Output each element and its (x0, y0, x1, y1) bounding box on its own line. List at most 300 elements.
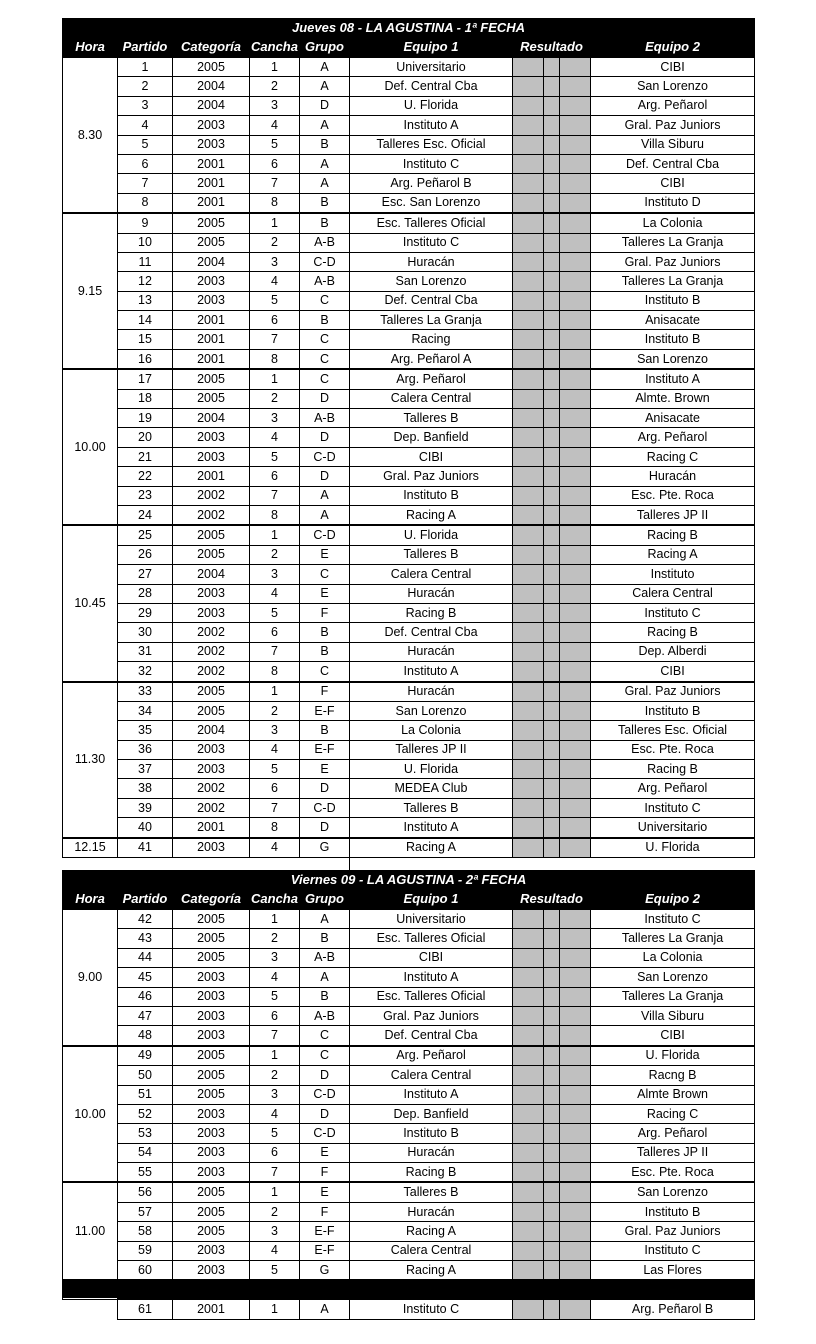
result-score-2-cell[interactable] (560, 1046, 591, 1066)
result-score-1-cell[interactable] (513, 389, 544, 408)
partido-cell: 34 (118, 701, 173, 720)
result-score-1-cell[interactable] (513, 486, 544, 505)
result-separator-cell (544, 311, 560, 330)
cancha-cell: 5 (250, 1124, 300, 1143)
result-score-1-cell[interactable] (513, 1143, 544, 1162)
result-score-2-cell[interactable] (560, 77, 591, 96)
result-score-2-cell[interactable] (560, 409, 591, 428)
result-score-2-cell[interactable] (560, 642, 591, 661)
result-score-1-cell[interactable] (513, 968, 544, 987)
equipo1-cell: San Lorenzo (350, 701, 513, 720)
result-separator-cell (544, 1046, 560, 1066)
match-row (63, 389, 755, 408)
result-score-2-cell[interactable] (560, 760, 591, 779)
equipo2-cell: Instituto B (591, 330, 755, 349)
grupo-cell: C-D (300, 252, 350, 271)
categoria-cell: 2003 (173, 1026, 250, 1046)
grupo-cell: A (300, 1299, 350, 1319)
result-score-1-cell[interactable] (513, 987, 544, 1006)
result-separator-cell (544, 909, 560, 929)
result-score-2-cell[interactable] (560, 1026, 591, 1046)
categoria-cell: 2003 (173, 987, 250, 1006)
result-score-1-cell[interactable] (513, 1104, 544, 1123)
cancha-cell: 4 (250, 740, 300, 759)
result-separator-cell (544, 252, 560, 271)
grupo-cell: A-B (300, 409, 350, 428)
result-score-2-cell[interactable] (560, 968, 591, 987)
result-separator-cell (544, 701, 560, 720)
result-score-1-cell[interactable] (513, 428, 544, 447)
equipo2-cell: Villa Siburu (591, 1006, 755, 1025)
cancha-cell: 1 (250, 909, 300, 929)
hora-cell: 8.30 (63, 57, 118, 213)
result-score-1-cell[interactable] (513, 1163, 544, 1183)
categoria-cell: 2005 (173, 682, 250, 702)
equipo2-cell: San Lorenzo (591, 349, 755, 369)
result-separator-cell (544, 1026, 560, 1046)
result-score-2-cell[interactable] (560, 1182, 591, 1202)
result-score-1-cell[interactable] (513, 1222, 544, 1241)
equipo1-cell: Def. Central Cba (350, 1026, 513, 1046)
result-score-1-cell[interactable] (513, 252, 544, 271)
match-row (63, 662, 755, 682)
grupo-cell: F (300, 1202, 350, 1221)
partido-cell: 59 (118, 1241, 173, 1260)
result-score-2-cell[interactable] (560, 272, 591, 291)
match-row (63, 1066, 755, 1085)
result-score-1-cell[interactable] (513, 525, 544, 545)
cancha-cell: 2 (250, 1066, 300, 1085)
result-separator-cell (544, 1182, 560, 1202)
equipo2-cell: Instituto B (591, 1202, 755, 1221)
result-score-1-cell[interactable] (513, 662, 544, 682)
equipo1-cell: Def. Central Cba (350, 291, 513, 310)
result-score-2-cell[interactable] (560, 311, 591, 330)
column-header-categoria: Categoría (173, 37, 250, 58)
categoria-cell: 2002 (173, 505, 250, 525)
result-score-1-cell[interactable] (513, 929, 544, 948)
cancha-cell: 4 (250, 1241, 300, 1260)
partido-cell: 17 (118, 369, 173, 389)
result-score-1-cell[interactable] (513, 1046, 544, 1066)
result-score-2-cell[interactable] (560, 1163, 591, 1183)
partido-cell: 26 (118, 545, 173, 564)
result-score-2-cell[interactable] (560, 135, 591, 154)
result-score-2-cell[interactable] (560, 818, 591, 838)
result-score-1-cell[interactable] (513, 603, 544, 622)
result-score-1-cell[interactable] (513, 948, 544, 967)
result-score-2-cell[interactable] (560, 701, 591, 720)
result-score-2-cell[interactable] (560, 662, 591, 682)
cancha-cell: 3 (250, 252, 300, 271)
partido-cell: 46 (118, 987, 173, 1006)
result-score-1-cell[interactable] (513, 779, 544, 798)
result-separator-cell (544, 682, 560, 702)
grupo-cell: C (300, 369, 350, 389)
equipo1-cell: Talleres B (350, 1182, 513, 1202)
match-row (63, 779, 755, 798)
result-separator-cell (544, 213, 560, 233)
result-score-1-cell[interactable] (513, 77, 544, 96)
partido-cell: 3 (118, 96, 173, 115)
partido-cell: 13 (118, 291, 173, 310)
result-score-2-cell[interactable] (560, 798, 591, 817)
result-score-1-cell[interactable] (513, 1124, 544, 1143)
result-score-2-cell[interactable] (560, 603, 591, 622)
result-score-1-cell[interactable] (513, 1066, 544, 1085)
result-separator-cell (544, 968, 560, 987)
grupo-cell: E-F (300, 1241, 350, 1260)
match-row (63, 584, 755, 603)
result-separator-cell (544, 291, 560, 310)
match-row (63, 740, 755, 759)
column-header-equipo1: Equipo 1 (350, 37, 513, 58)
equipo1-cell: CIBI (350, 948, 513, 967)
equipo1-cell: Arg. Peñarol A (350, 349, 513, 369)
categoria-cell: 2005 (173, 545, 250, 564)
result-score-1-cell[interactable] (513, 838, 544, 858)
result-score-2-cell[interactable] (560, 57, 591, 77)
result-score-1-cell[interactable] (513, 311, 544, 330)
result-score-2-cell[interactable] (560, 1143, 591, 1162)
match-row (63, 1143, 755, 1162)
result-score-2-cell[interactable] (560, 233, 591, 252)
hora-cell: 9.15 (63, 213, 118, 369)
partido-cell: 14 (118, 311, 173, 330)
equipo2-cell: Dep. Alberdi (591, 642, 755, 661)
hora-cell: 9.00 (63, 909, 118, 1046)
equipo1-cell: Calera Central (350, 565, 513, 584)
categoria-cell: 2003 (173, 291, 250, 310)
result-score-2-cell[interactable] (560, 779, 591, 798)
partido-cell: 55 (118, 1163, 173, 1183)
cancha-cell: 6 (250, 154, 300, 173)
result-score-1-cell[interactable] (513, 291, 544, 310)
result-score-2-cell[interactable] (560, 428, 591, 447)
result-score-2-cell[interactable] (560, 1241, 591, 1260)
match-row (63, 1085, 755, 1104)
partido-cell: 12 (118, 272, 173, 291)
column-header-partido: Partido (118, 37, 173, 58)
result-score-1-cell[interactable] (513, 174, 544, 193)
result-score-1-cell[interactable] (513, 57, 544, 77)
equipo2-cell: La Colonia (591, 213, 755, 233)
result-score-1-cell[interactable] (513, 116, 544, 135)
result-score-2-cell[interactable] (560, 1006, 591, 1025)
result-score-1-cell[interactable] (513, 447, 544, 466)
result-score-2-cell[interactable] (560, 467, 591, 486)
grupo-cell: F (300, 1163, 350, 1183)
categoria-cell: 2001 (173, 154, 250, 173)
grupo-cell: B (300, 929, 350, 948)
equipo2-cell: Instituto C (591, 798, 755, 817)
result-score-2-cell[interactable] (560, 486, 591, 505)
partido-cell: 20 (118, 428, 173, 447)
result-score-2-cell[interactable] (560, 929, 591, 948)
result-score-1-cell[interactable] (513, 193, 544, 213)
result-score-2-cell[interactable] (560, 740, 591, 759)
result-score-2-cell[interactable] (560, 1261, 591, 1280)
categoria-cell: 2005 (173, 57, 250, 77)
equipo2-cell: Instituto B (591, 701, 755, 720)
result-score-2-cell[interactable] (560, 987, 591, 1006)
result-score-1-cell[interactable] (513, 798, 544, 817)
column-header-grupo: Grupo (300, 889, 350, 910)
partido-cell: 5 (118, 135, 173, 154)
grupo-cell: E (300, 545, 350, 564)
grupo-cell: C (300, 291, 350, 310)
match-row (63, 798, 755, 817)
result-score-1-cell[interactable] (513, 135, 544, 154)
result-score-2-cell[interactable] (560, 565, 591, 584)
result-score-1-cell[interactable] (513, 1006, 544, 1025)
partido-cell: 29 (118, 603, 173, 622)
result-score-2-cell[interactable] (560, 96, 591, 115)
result-separator-cell (544, 77, 560, 96)
categoria-cell: 2003 (173, 838, 250, 858)
result-score-1-cell[interactable] (513, 1241, 544, 1260)
result-score-1-cell[interactable] (513, 369, 544, 389)
result-separator-cell (544, 1241, 560, 1260)
categoria-cell: 2005 (173, 389, 250, 408)
cancha-cell: 3 (250, 96, 300, 115)
match-row (63, 642, 755, 661)
categoria-cell: 2003 (173, 1163, 250, 1183)
categoria-cell: 2001 (173, 193, 250, 213)
result-score-2-cell[interactable] (560, 584, 591, 603)
grupo-cell: A-B (300, 1006, 350, 1025)
result-score-2-cell[interactable] (560, 682, 591, 702)
categoria-cell: 2005 (173, 1202, 250, 1221)
equipo2-cell: Instituto C (591, 909, 755, 929)
title-row (63, 19, 755, 37)
result-score-1-cell[interactable] (513, 1026, 544, 1046)
result-score-2-cell[interactable] (560, 525, 591, 545)
result-score-2-cell[interactable] (560, 1124, 591, 1143)
result-score-2-cell[interactable] (560, 213, 591, 233)
result-score-2-cell[interactable] (560, 545, 591, 564)
grupo-cell: B (300, 642, 350, 661)
result-score-1-cell[interactable] (513, 642, 544, 661)
result-score-2-cell[interactable] (560, 193, 591, 213)
result-separator-cell (544, 545, 560, 564)
result-score-1-cell[interactable] (513, 233, 544, 252)
result-score-1-cell[interactable] (513, 330, 544, 349)
result-score-1-cell[interactable] (513, 213, 544, 233)
result-score-1-cell[interactable] (513, 272, 544, 291)
grupo-cell: C (300, 1026, 350, 1046)
grupo-cell: D (300, 779, 350, 798)
equipo1-cell: Instituto B (350, 486, 513, 505)
equipo2-cell: Gral. Paz Juniors (591, 682, 755, 702)
categoria-cell: 2004 (173, 565, 250, 584)
cancha-cell: 4 (250, 428, 300, 447)
match-row (63, 1026, 755, 1046)
equipo2-cell: Las Flores (591, 1261, 755, 1280)
match-row (63, 929, 755, 948)
result-separator-cell (544, 1006, 560, 1025)
result-score-2-cell[interactable] (560, 447, 591, 466)
result-score-1-cell[interactable] (513, 682, 544, 702)
equipo1-cell: Def. Central Cba (350, 623, 513, 642)
result-score-1-cell[interactable] (513, 909, 544, 929)
result-score-2-cell[interactable] (560, 1066, 591, 1085)
grupo-cell: D (300, 96, 350, 115)
equipo2-cell: Racing B (591, 760, 755, 779)
result-score-1-cell[interactable] (513, 1182, 544, 1202)
result-score-1-cell[interactable] (513, 760, 544, 779)
result-score-2-cell[interactable] (560, 174, 591, 193)
result-score-2-cell[interactable] (560, 1104, 591, 1123)
cancha-cell: 8 (250, 505, 300, 525)
match-row (63, 1261, 755, 1280)
result-score-2-cell[interactable] (560, 838, 591, 858)
equipo2-cell: Arg. Peñarol (591, 779, 755, 798)
equipo1-cell: Instituto B (350, 1124, 513, 1143)
column-header-categoria: Categoría (173, 889, 250, 910)
match-row (63, 193, 755, 213)
result-separator-cell (544, 584, 560, 603)
categoria-cell: 2002 (173, 779, 250, 798)
result-score-2-cell[interactable] (560, 330, 591, 349)
equipo1-cell: Racing A (350, 838, 513, 858)
result-score-1-cell[interactable] (513, 818, 544, 838)
grupo-cell: E (300, 1182, 350, 1202)
cancha-cell: 4 (250, 1104, 300, 1123)
result-score-1-cell[interactable] (513, 1085, 544, 1104)
equipo1-cell: Racing A (350, 505, 513, 525)
partido-cell: 45 (118, 968, 173, 987)
equipo2-cell: San Lorenzo (591, 1182, 755, 1202)
grupo-cell: B (300, 193, 350, 213)
categoria-cell: 2003 (173, 447, 250, 466)
grupo-cell: B (300, 987, 350, 1006)
categoria-cell: 2005 (173, 1222, 250, 1241)
result-score-1-cell[interactable] (513, 721, 544, 740)
categoria-cell: 2003 (173, 1143, 250, 1162)
grupo-cell: C-D (300, 1085, 350, 1104)
categoria-cell: 2005 (173, 929, 250, 948)
partido-cell: 18 (118, 389, 173, 408)
result-score-1-cell[interactable] (513, 96, 544, 115)
result-score-2-cell[interactable] (560, 1299, 591, 1319)
result-score-1-cell[interactable] (513, 505, 544, 525)
match-row (63, 447, 755, 466)
result-score-2-cell[interactable] (560, 721, 591, 740)
result-score-1-cell[interactable] (513, 1299, 544, 1319)
result-score-2-cell[interactable] (560, 505, 591, 525)
match-row (63, 1046, 755, 1066)
header-row (63, 37, 755, 58)
result-score-2-cell[interactable] (560, 948, 591, 967)
cancha-cell: 6 (250, 1006, 300, 1025)
cancha-cell: 7 (250, 486, 300, 505)
cancha-cell: 1 (250, 1182, 300, 1202)
result-score-1-cell[interactable] (513, 584, 544, 603)
cancha-cell: 5 (250, 987, 300, 1006)
hora-cell: 10.00 (63, 1046, 118, 1183)
result-score-1-cell[interactable] (513, 545, 544, 564)
categoria-cell: 2005 (173, 909, 250, 929)
result-score-1-cell[interactable] (513, 565, 544, 584)
result-separator-cell (544, 389, 560, 408)
grupo-cell: B (300, 135, 350, 154)
cancha-cell: 6 (250, 779, 300, 798)
partido-cell: 32 (118, 662, 173, 682)
result-score-1-cell[interactable] (513, 1261, 544, 1280)
result-score-2-cell[interactable] (560, 116, 591, 135)
cancha-cell: 6 (250, 1143, 300, 1162)
equipo2-cell: Talleres JP II (591, 1143, 755, 1162)
result-score-2-cell[interactable] (560, 369, 591, 389)
equipo1-cell: Talleres B (350, 409, 513, 428)
grupo-cell: C (300, 1046, 350, 1066)
match-row (63, 409, 755, 428)
result-separator-cell (544, 798, 560, 817)
partido-cell: 41 (118, 838, 173, 858)
result-score-2-cell[interactable] (560, 623, 591, 642)
match-row (63, 948, 755, 967)
cancha-cell: 4 (250, 272, 300, 291)
match-row (63, 252, 755, 271)
result-score-1-cell[interactable] (513, 701, 544, 720)
result-separator-cell (544, 603, 560, 622)
result-score-2-cell[interactable] (560, 909, 591, 929)
result-score-2-cell[interactable] (560, 1085, 591, 1104)
result-score-2-cell[interactable] (560, 1202, 591, 1221)
result-separator-cell (544, 272, 560, 291)
result-score-1-cell[interactable] (513, 409, 544, 428)
result-score-1-cell[interactable] (513, 349, 544, 369)
result-separator-cell (544, 467, 560, 486)
result-separator-cell (544, 721, 560, 740)
result-score-2-cell[interactable] (560, 389, 591, 408)
hora-cell (63, 1299, 118, 1319)
equipo2-cell: Racing C (591, 447, 755, 466)
cancha-cell: 5 (250, 1261, 300, 1280)
equipo2-cell: Talleres La Granja (591, 233, 755, 252)
result-score-1-cell[interactable] (513, 1202, 544, 1221)
result-score-2-cell[interactable] (560, 291, 591, 310)
result-score-1-cell[interactable] (513, 740, 544, 759)
match-row (63, 116, 755, 135)
cancha-cell: 7 (250, 174, 300, 193)
result-score-1-cell[interactable] (513, 154, 544, 173)
cancha-cell: 5 (250, 135, 300, 154)
result-score-2-cell[interactable] (560, 252, 591, 271)
partido-cell: 7 (118, 174, 173, 193)
categoria-cell: 2005 (173, 948, 250, 967)
result-score-1-cell[interactable] (513, 623, 544, 642)
equipo2-cell: Talleres La Granja (591, 272, 755, 291)
result-score-2-cell[interactable] (560, 349, 591, 369)
result-separator-cell (544, 1202, 560, 1221)
grupo-cell: B (300, 721, 350, 740)
equipo1-cell: U. Florida (350, 525, 513, 545)
match-row (63, 1299, 755, 1319)
categoria-cell: 2004 (173, 409, 250, 428)
result-score-2-cell[interactable] (560, 154, 591, 173)
result-score-1-cell[interactable] (513, 467, 544, 486)
grupo-cell: G (300, 838, 350, 858)
result-score-2-cell[interactable] (560, 1222, 591, 1241)
categoria-cell: 2005 (173, 1046, 250, 1066)
partido-cell: 50 (118, 1066, 173, 1085)
partido-cell: 60 (118, 1261, 173, 1280)
equipo1-cell: Huracán (350, 252, 513, 271)
categoria-cell: 2003 (173, 1124, 250, 1143)
partido-cell: 39 (118, 798, 173, 817)
